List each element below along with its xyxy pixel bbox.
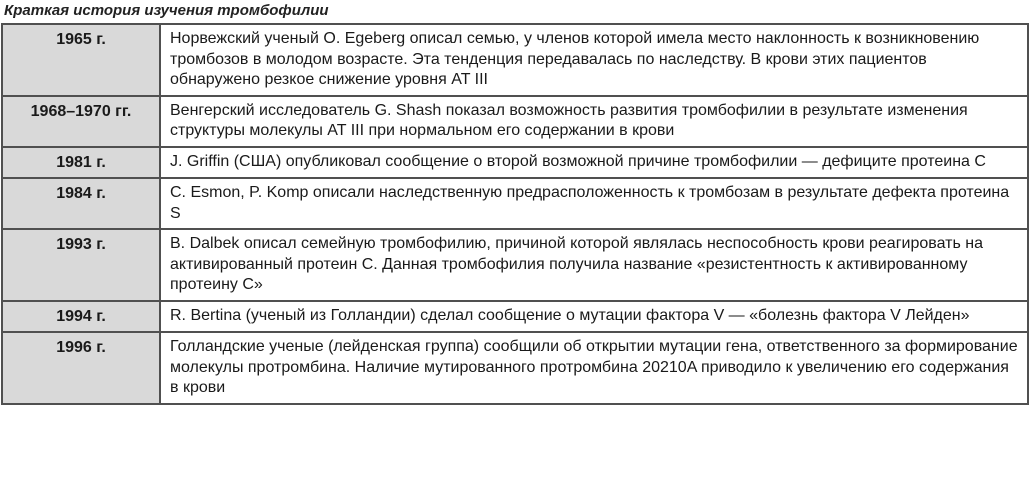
description-cell: Венгерский исследователь G. Shash показал возможность развития тромбофилии в результате изменения структуры молекулы AT III при нормальном его содержании в крови <box>160 96 1028 147</box>
table-row <box>2 147 1028 179</box>
year-cell: 1984 г. <box>2 178 160 229</box>
history-table <box>1 23 1029 405</box>
table-row <box>2 178 1028 229</box>
description-cell: B. Dalbek описал семейную тромбофилию, причиной которой являлась неспособность крови реагировать на активированный протеин C. Данная тромбофилия получила название «резистентность к активированному протеину C» <box>160 229 1028 301</box>
description-cell: R. Bertina (ученый из Голландии) сделал сообщение о мутации фактора V — «болезнь фактора V Лейден» <box>160 301 1028 333</box>
table-row <box>2 229 1028 301</box>
year-cell: 1981 г. <box>2 147 160 179</box>
year-cell: 1968–1970 гг. <box>2 96 160 147</box>
table-row <box>2 332 1028 404</box>
description-cell: C. Esmon, P. Komp описали наследственную предрасположенность к тромбозам в результате дефекта протеина S <box>160 178 1028 229</box>
year-cell: 1996 г. <box>2 332 160 404</box>
table-caption: Краткая история изучения тромбофилии <box>4 2 329 19</box>
description-cell: Голландские ученые (лейденская группа) сообщили об открытии мутации гена, ответственного за формирование молекулы протромбина. Наличие мутированного протромбина 20210A приводило к увеличению его содержания в крови <box>160 332 1028 404</box>
table-row <box>2 301 1028 333</box>
year-cell: 1965 г. <box>2 24 160 96</box>
year-cell: 1993 г. <box>2 229 160 301</box>
table-row <box>2 96 1028 147</box>
description-cell: J. Griffin (США) опубликовал сообщение о второй возможной причине тромбофилии — дефиците протеина C <box>160 147 1028 179</box>
description-cell: Норвежский ученый O. Egeberg описал семью, у членов которой имела место наклонность к возникновению тромбозов в молодом возрасте. Эта тенденция передавалась по наследству. В крови этих пациентов обнаружено резкое снижение уровня AT III <box>160 24 1028 96</box>
table-row <box>2 24 1028 96</box>
year-cell: 1994 г. <box>2 301 160 333</box>
